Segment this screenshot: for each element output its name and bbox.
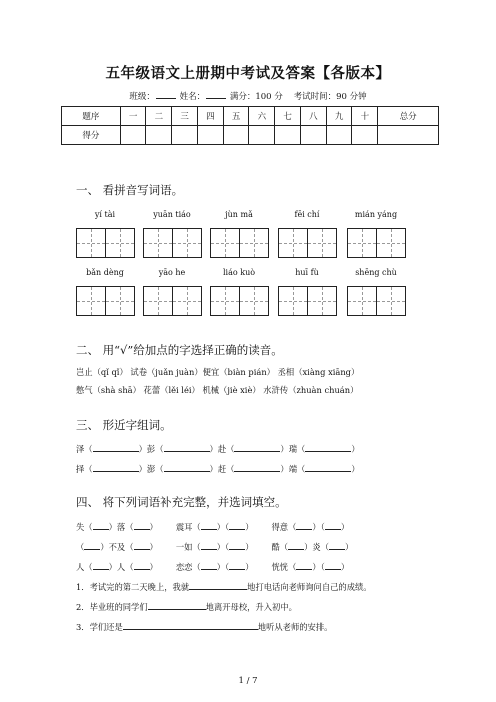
writing-grid[interactable] xyxy=(347,228,406,258)
fill-blank[interactable] xyxy=(229,540,245,550)
writing-cell[interactable] xyxy=(144,287,172,315)
writing-cell[interactable] xyxy=(376,287,405,315)
score-cell[interactable] xyxy=(146,126,172,145)
score-cell[interactable] xyxy=(352,126,378,145)
fill-blank[interactable] xyxy=(201,520,217,530)
fill-text: 失（ xyxy=(76,522,93,532)
score-cell[interactable] xyxy=(326,126,352,145)
section-4-heading: 四、 将下列词语补充完整，并选词填空。 xyxy=(76,495,287,509)
fill-text: 恍恍（ xyxy=(271,562,297,572)
fill-text: 泽（ xyxy=(76,444,93,454)
writing-cell[interactable] xyxy=(77,287,105,315)
score-cell[interactable] xyxy=(249,126,275,145)
pinyin-label: shēng chù xyxy=(355,268,397,277)
score-cell[interactable] xyxy=(120,126,146,145)
name-label: 姓名： xyxy=(179,92,206,102)
pinyin-label: huī fù xyxy=(295,268,319,277)
writing-cell[interactable] xyxy=(239,287,268,315)
pinyin-label: jùn mǎ xyxy=(225,210,253,219)
fill-text: ） xyxy=(340,522,350,532)
q1-blank[interactable] xyxy=(189,580,247,590)
writing-cell[interactable] xyxy=(105,287,134,315)
fill-text: ） xyxy=(245,522,254,532)
score-table-header xyxy=(62,107,439,126)
score-cell[interactable] xyxy=(223,126,249,145)
writing-grid[interactable] xyxy=(143,286,202,316)
writing-grid[interactable] xyxy=(210,286,269,316)
pinyin-label: yí tài xyxy=(94,210,116,219)
score-header-cell: 五 xyxy=(223,107,249,126)
writing-grid[interactable] xyxy=(278,228,337,258)
fill-blank[interactable] xyxy=(229,520,245,530)
score-table-row xyxy=(62,126,439,145)
fill-text: ）（ xyxy=(216,542,230,552)
s4-row-2 xyxy=(76,540,353,553)
score-cell[interactable] xyxy=(197,126,223,145)
writing-cell[interactable] xyxy=(307,229,336,257)
fill-blank[interactable] xyxy=(288,540,304,550)
writing-cell[interactable] xyxy=(376,229,405,257)
fill-blank[interactable] xyxy=(164,442,210,452)
fill-text: ） xyxy=(245,542,254,552)
section-3-heading: 三、 形近字组词。 xyxy=(76,418,172,432)
writing-grid[interactable] xyxy=(278,286,337,316)
score-row-label: 得分 xyxy=(62,126,121,145)
fill-text: 酷（ xyxy=(271,542,289,552)
fill-text: ）彭（ xyxy=(138,444,164,454)
page-title: 五年级语文上册期中考试及答案【各版本】 xyxy=(105,65,391,82)
fill-blank[interactable] xyxy=(234,462,280,472)
s3-row-1 xyxy=(76,442,360,455)
fill-blank[interactable] xyxy=(134,520,150,530)
fill-blank[interactable] xyxy=(84,540,100,550)
fill-text: 择（ xyxy=(76,464,93,474)
score-cell[interactable] xyxy=(378,126,439,145)
fill-text: 一如（ xyxy=(175,542,201,552)
fill-blank[interactable] xyxy=(201,560,217,570)
score-header-cell: 十 xyxy=(352,107,378,126)
fill-blank[interactable] xyxy=(93,560,109,570)
fill-text: ）（ xyxy=(216,562,230,572)
score-table xyxy=(61,106,439,145)
fill-blank[interactable] xyxy=(329,540,345,550)
score-header-cell: 题序 xyxy=(62,107,121,126)
exam-meta xyxy=(0,90,496,102)
page-number: 1 / 7 xyxy=(238,676,258,686)
question-3: 3．学们还是 地听从老师的安排。 xyxy=(76,622,333,632)
fill-text: ）人（ xyxy=(108,562,134,572)
fill-text: ）端（ xyxy=(280,464,306,474)
name-blank[interactable] xyxy=(206,90,226,99)
score-header-cell: 四 xyxy=(197,107,223,126)
score-header-cell: 一 xyxy=(120,107,146,126)
pinyin-label: yuān tiáo xyxy=(153,210,191,219)
fill-text: 得意（ xyxy=(271,522,297,532)
fill-text: 恋恋（ xyxy=(175,562,201,572)
fill-blank[interactable] xyxy=(305,462,351,472)
score-header-cell: 九 xyxy=(326,107,352,126)
fill-text: ）（ xyxy=(312,522,325,532)
fill-text: （ xyxy=(76,542,85,552)
fill-blank[interactable] xyxy=(296,560,312,570)
writing-grid[interactable] xyxy=(347,286,406,316)
section-2-heading: 二、 用“√”给加点的字选择正确的读音。 xyxy=(76,343,283,357)
question-2: 2．毕业班的同学们 地离开母校，升入初中。 xyxy=(76,602,297,612)
fill-text: ） xyxy=(149,542,158,552)
writing-cell[interactable] xyxy=(279,229,307,257)
fill-text: ）赶（ xyxy=(209,464,235,474)
fill-text: ） xyxy=(340,562,350,572)
score-header-cell: 六 xyxy=(249,107,275,126)
writing-grid[interactable] xyxy=(143,228,202,258)
pinyin-label: yāo he xyxy=(158,268,186,277)
fill-text: ） xyxy=(345,542,354,552)
fill-text: ） xyxy=(149,522,158,532)
fill-text: ） xyxy=(351,444,360,454)
fill-blank[interactable] xyxy=(93,442,139,452)
writing-cell[interactable] xyxy=(348,287,376,315)
fill-text: 人（ xyxy=(76,562,93,572)
fill-text: ）（ xyxy=(216,522,230,532)
writing-cell[interactable] xyxy=(307,287,336,315)
writing-cell[interactable] xyxy=(348,229,376,257)
q2-blank[interactable] xyxy=(148,600,206,610)
writing-cell[interactable] xyxy=(211,287,239,315)
s3-row-2 xyxy=(76,462,360,475)
s4-row-3 xyxy=(76,560,349,573)
pinyin-label: mián yáng xyxy=(354,210,398,219)
fill-blank[interactable] xyxy=(296,520,312,530)
fill-blank[interactable] xyxy=(229,560,245,570)
question-1: 1．考试完的第二天晚上，我就 地打电话向老师询问自己的成绩。 xyxy=(76,582,372,592)
q3-blank[interactable] xyxy=(123,620,258,630)
writing-cell[interactable] xyxy=(77,229,105,257)
fill-text: ）（ xyxy=(312,562,325,572)
pinyin-label: liáo kuò xyxy=(222,268,256,277)
fill-blank[interactable] xyxy=(201,540,217,550)
pinyin-label: bǎn dèng xyxy=(86,268,124,277)
fill-text: ）不及（ xyxy=(100,542,134,552)
s2-line-1: 岂止（qǐ qǐ） 试卷（juǎn juàn）便宜（biàn pián） 丞相（xiàng xiāng） xyxy=(76,367,360,377)
score-header-cell: 三 xyxy=(172,107,198,126)
fill-blank[interactable] xyxy=(93,462,139,472)
fill-text: ） xyxy=(245,562,254,572)
score-cell[interactable] xyxy=(300,126,326,145)
writing-cell[interactable] xyxy=(211,229,239,257)
fill-text: ）赴（ xyxy=(209,444,235,454)
writing-cell[interactable] xyxy=(279,287,307,315)
fill-blank[interactable] xyxy=(234,442,280,452)
s2-line-2: 憋气（shà shā） 花蕾（lěi léi） 机械（jiè xiè） 水浒传（zhuàn chuán） xyxy=(76,385,359,395)
score-header-cell: 七 xyxy=(275,107,301,126)
writing-cell[interactable] xyxy=(144,229,172,257)
score-cell[interactable] xyxy=(275,126,301,145)
writing-cell[interactable] xyxy=(105,229,134,257)
fill-text: 震耳（ xyxy=(175,522,201,532)
section-1-heading: 一、 看拼音写词语。 xyxy=(76,183,184,197)
fill-text: ）澎（ xyxy=(138,464,164,474)
score-header-cell: 二 xyxy=(146,107,172,126)
score-header-cell: 八 xyxy=(300,107,326,126)
writing-grid[interactable] xyxy=(76,228,135,258)
writing-grid[interactable] xyxy=(210,228,269,258)
fill-blank[interactable] xyxy=(134,560,150,570)
s4-row-1 xyxy=(76,520,349,533)
fill-blank[interactable] xyxy=(325,560,341,570)
fill-text: ） xyxy=(149,562,158,572)
writing-cell[interactable] xyxy=(239,229,268,257)
writing-cell[interactable] xyxy=(172,229,201,257)
fill-blank[interactable] xyxy=(93,520,109,530)
score-header-cell: 总分 xyxy=(378,107,439,126)
class-blank[interactable] xyxy=(156,90,176,99)
pinyin-label: fēi chí xyxy=(294,210,320,219)
fill-blank[interactable] xyxy=(305,442,351,452)
class-label: 班级： xyxy=(129,92,155,102)
fill-blank[interactable] xyxy=(325,520,341,530)
time-label: 考试时间：90 分钟 xyxy=(293,92,367,102)
writing-cell[interactable] xyxy=(172,287,201,315)
fill-text: ） xyxy=(351,464,360,474)
score-cell[interactable] xyxy=(172,126,198,145)
writing-grid[interactable] xyxy=(76,286,135,316)
score-label: 满分：100 分 xyxy=(229,92,283,102)
fill-text: ）炎（ xyxy=(304,542,330,552)
fill-text: ）瑞（ xyxy=(280,444,306,454)
fill-text: ）落（ xyxy=(108,522,134,532)
fill-blank[interactable] xyxy=(134,540,150,550)
fill-blank[interactable] xyxy=(164,462,210,472)
